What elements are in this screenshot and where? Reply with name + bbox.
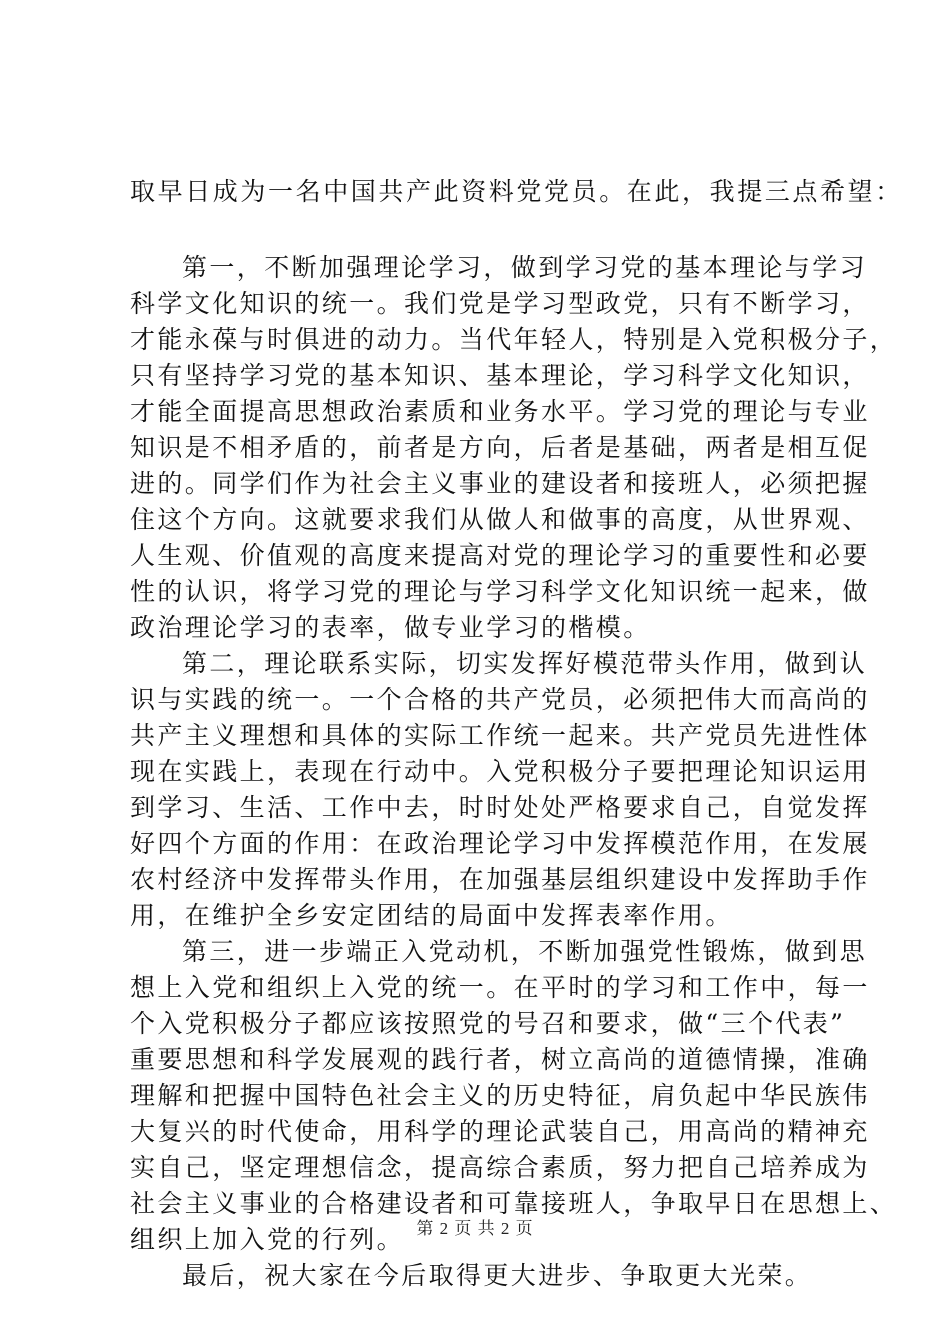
- paragraph-1-line: 只有坚持学习党的基本知识、基本理论，学习科学文化知识，: [130, 361, 870, 390]
- paragraph-1-line: 政治理论学习的表率，做专业学习的楷模。: [130, 613, 651, 642]
- paragraph-1-line: 才能永葆与时俱进的动力。当代年轻人，特别是入党积极分子，: [130, 325, 898, 354]
- paragraph-3-line: 想上入党和组织上入党的统一。在平时的学习和工作中，每一: [130, 973, 870, 1002]
- paragraph-1-line: 住这个方向。这就要求我们从做人和做事的高度，从世界观、: [130, 505, 870, 534]
- paragraph-3-line: 理解和把握中国特色社会主义的历史特征，肩负起中华民族伟: [130, 1081, 870, 1110]
- paragraph-1-line: 性的认识，将学习党的理论与学习科学文化知识统一起来，做: [130, 577, 870, 606]
- paragraph-1-line: 进的。同学们作为社会主义事业的建设者和接班人，必须把握: [130, 469, 870, 498]
- paragraph-3-line: 组织上加入党的行列。: [130, 1225, 405, 1254]
- paragraph-1-line: 才能全面提高思想政治素质和业务水平。学习党的理论与专业: [130, 397, 870, 426]
- paragraph-3-line: 大复兴的时代使命，用科学的理论武装自己，用高尚的精神充: [130, 1117, 870, 1146]
- paragraph-2-line: 现在实践上，表现在行动中。入党积极分子要把理论知识运用: [130, 757, 870, 786]
- paragraph-1-line: 科学文化知识的统一。我们党是学习型政党，只有不断学习，: [130, 289, 870, 318]
- paragraph-3-line: 社会主义事业的合格建设者和可靠接班人，争取早日在思想上、: [130, 1189, 898, 1218]
- page-footer: 第 2 页 共 2 页: [416, 1219, 534, 1238]
- paragraph-2-line: 第二，理论联系实际，切实发挥好模范带头作用，做到认: [182, 649, 868, 678]
- paragraph-3-line: 个入党积极分子都应该按照党的号召和要求，做“三个代表”: [130, 1009, 846, 1038]
- paragraph-2-line: 到学习、生活、工作中去，时时处处严格要求自己，自觉发挥: [130, 793, 870, 822]
- paragraph-gap: [130, 210, 850, 250]
- paragraph-2-line: 用，在维护全乡安定团结的局面中发挥表率作用。: [130, 901, 733, 930]
- intro-line: 取早日成为一名中国共产此资料党党员。在此，我提三点希望：: [130, 177, 903, 206]
- paragraph-1-line: 知识是不相矛盾的，前者是方向，后者是基础，两者是相互促: [130, 433, 870, 462]
- paragraph-1-line: 人生观、价值观的高度来提高对党的理论学习的重要性和必要: [130, 541, 870, 570]
- paragraph-3-line: 实自己，坚定理想信念，提高综合素质，努力把自己培养成为: [130, 1153, 870, 1182]
- paragraph-3-line: 第三，进一步端正入党动机，不断加强党性锻炼，做到思: [182, 937, 868, 966]
- document-body: [130, 174, 903, 1294]
- paragraph-2-line: 农村经济中发挥带头作用，在加强基层组织建设中发挥助手作: [130, 865, 870, 894]
- paragraph-2-line: 识与实践的统一。一个合格的共产党员，必须把伟大而高尚的: [130, 685, 870, 714]
- paragraph-2-line: 好四个方面的作用：在政治理论学习中发挥模范作用，在发展: [130, 829, 870, 858]
- paragraph-1-line: 第一，不断加强理论学习，做到学习党的基本理论与学习: [182, 253, 868, 282]
- paragraph-2-line: 共产主义理想和具体的实际工作统一起来。共产党员先进性体: [130, 721, 870, 750]
- paragraph-3-line: 重要思想和科学发展观的践行者，树立高尚的道德情操，准确: [130, 1045, 870, 1074]
- closing-line: 最后，祝大家在今后取得更大进步、争取更大光荣。: [182, 1261, 813, 1290]
